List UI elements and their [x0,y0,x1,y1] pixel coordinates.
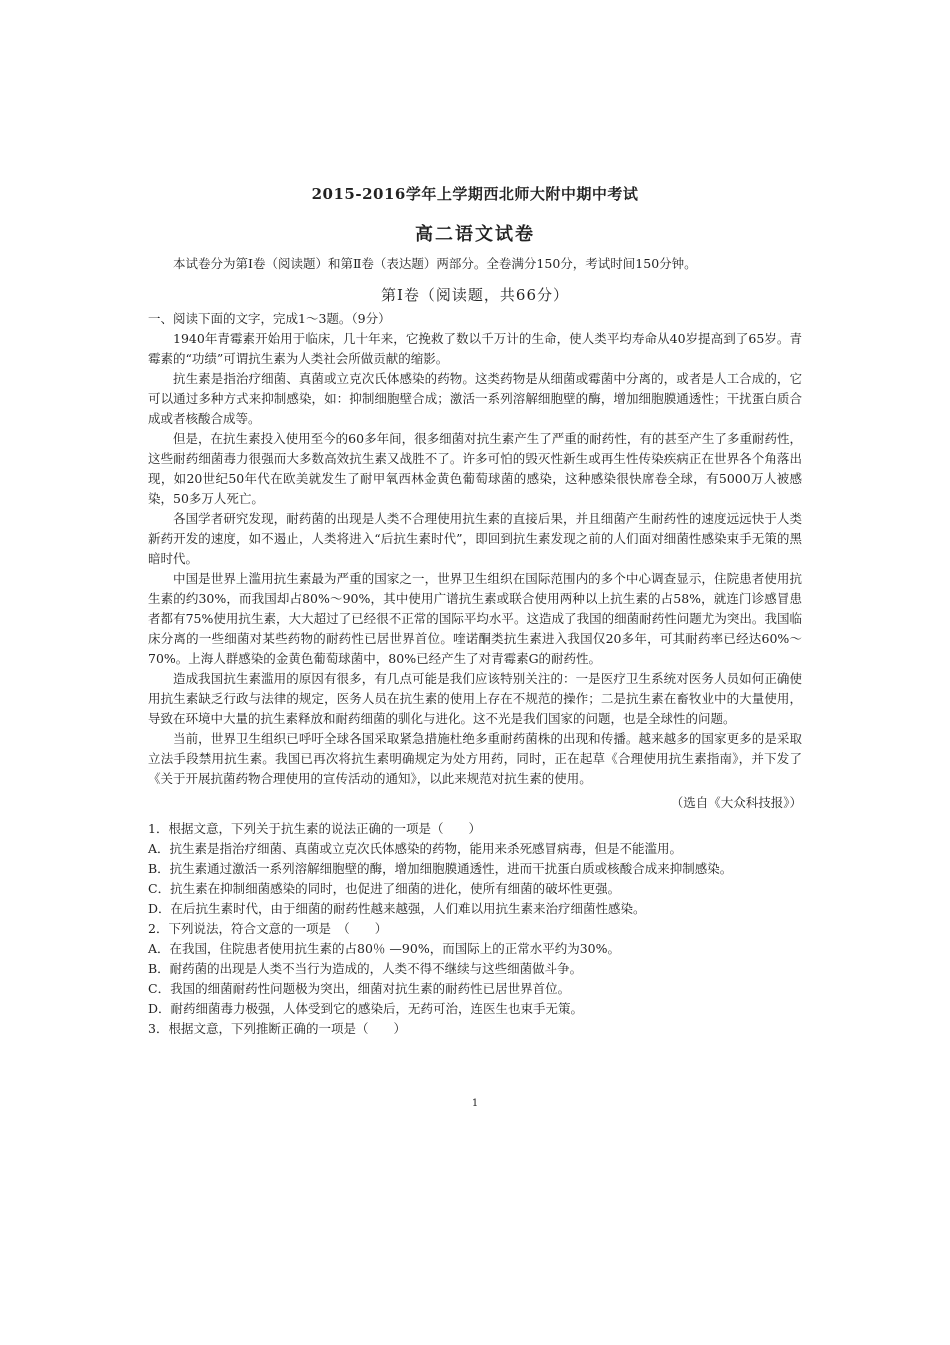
passage-paragraph: 1940年青霉素开始用于临床，几十年来，它挽救了数以千万计的生命，使人类平均寿命从40岁提高到了65岁。青霉素的“功绩”可谓抗生素为人类社会所做贡献的缩影。 [148,331,802,366]
question-option: A．抗生素是指治疗细菌、真菌或立克次氏体感染的药物，能用来杀死感冒病毒，但是不能滥用。 [148,841,683,856]
question-stem: 2．下列说法，符合文意的一项是 （ ） [148,921,388,936]
passage-source: （选自《大众科技报》） [670,795,802,810]
passage-paragraph: 造成我国抗生素滥用的原因有很多，有几点可能是我们应该特别关注的：一是医疗卫生系统对医务人员如何正确使用抗生素缺乏行政与法律的规定，医务人员在抗生素的使用上存在不规范的操作；二是抗生素在畜牧业中的大量使用，导致在环境中大量的抗生素释放和耐药细菌的驯化与进化。这不光是我们国家的问题，也是全球性的问题。 [148,671,802,726]
section-title: 第Ⅰ卷（阅读题，共66分） [380,286,569,304]
exam-intro: 本试卷分为第Ⅰ卷（阅读题）和第Ⅱ卷（表达题）两部分。全卷满分150分，考试时间150分钟。 [173,256,697,271]
question-option: D．在后抗生素时代，由于细菌的耐药性越来越强，人们难以用抗生素来治疗细菌性感染。 [148,901,646,916]
passage-paragraph: 中国是世界上滥用抗生素最为严重的国家之一，世界卫生组织在国际范围内的多个中心调查显示，住院患者使用抗生素的约30%，而我国却占80%～90%，其中使用广谱抗生素或联合使用两种以上抗生素的占58%，就连门诊感冒患者都有75%使用抗生素，大大超过了已经很不正常的国际平均水平。这造成了我国的细菌耐药性问题尤为突出。我国临床分离的一些细菌对某些药物的耐药性已居世界首位。喹诺酮类抗生素进入我国仅20多年，可其耐药率已经达60%～70%。上海人群感染的金黄色葡萄球菌中，80%已经产生了对青霉素G的耐药性。 [148,571,802,666]
passage-paragraph: 抗生素是指治疗细菌、真菌或立克次氏体感染的药物。这类药物是从细菌或霉菌中分离的，或者是人工合成的，它可以通过多种方式来抑制感染，如：抑制细胞壁合成；激活一系列溶解细胞壁的酶，增加细胞膜通透性；干扰蛋白质合成或者核酸合成等。 [148,371,802,426]
passage-paragraph: 各国学者研究发现，耐药菌的出现是人类不合理使用抗生素的直接后果，并且细菌产生耐药性的速度远远快于人类新药开发的速度，如不遏止，人类将进入“后抗生素时代”，即回到抗生素发现之前的人们面对细菌性感染束手无策的黑暗时代。 [148,511,802,566]
question-option: D．耐药细菌毒力极强，人体受到它的感染后，无药可治，连医生也束手无策。 [148,1001,584,1016]
exam-title: 2015-2016学年上学期西北师大附中期中考试 [311,185,639,203]
question-stem: 3．根据文意，下列推断正确的一项是（ ） [148,1021,406,1036]
exam-subtitle: 高二语文试卷 [415,224,535,245]
exam-body [148,309,802,1039]
passage-paragraph: 当前，世界卫生组织已呼吁全球各国采取紧急措施杜绝多重耐药菌株的出现和传播。越来越多的国家更多的是采取立法手段禁用抗生素。我国已再次将抗生素明确规定为处方用药，同时，正在起草《合理使用抗生素指南》，并下发了《关于开展抗菌药物合理使用的宣传活动的通知》，以此来规范对抗生素的使用。 [148,731,802,786]
question-option: B．抗生素通过激活一系列溶解细胞壁的酶，增加细胞膜通透性，进而干扰蛋白质或核酸合成来抑制感染。 [148,861,733,876]
question-option: A．在我国，住院患者使用抗生素的占80％ —90%，而国际上的正常水平约为30%。 [148,941,620,956]
question-option: C．我国的细菌耐药性问题极为突出，细菌对抗生素的耐药性已居世界首位。 [148,981,571,996]
question-option: B．耐药菌的出现是人类不当行为造成的，人类不得不继续与这些细菌做斗争。 [148,961,583,976]
page-number: 1 [471,1098,479,1109]
question-option: C．抗生素在抑制细菌感染的同时，也促进了细菌的进化，使所有细菌的破坏性更强。 [148,881,621,896]
question-stem: 1．根据文意，下列关于抗生素的说法正确的一项是（ ） [148,821,481,836]
part-heading: 一、阅读下面的文字，完成1～3题。（9分） [148,311,391,326]
passage-paragraph: 但是，在抗生素投入使用至今的60多年间，很多细菌对抗生素产生了严重的耐药性，有的甚至产生了多重耐药性，这些耐药细菌毒力很强而大多数高效抗生素又战胜不了。许多可怕的毁灭性新生或再生性传染疾病正在世界各个角落出现，如20世纪50年代在欧美就发生了耐甲氧西林金黄色葡萄球菌的感染，这种感染很快席卷全球，有5000万人被感染，50多万人死亡。 [148,431,802,506]
